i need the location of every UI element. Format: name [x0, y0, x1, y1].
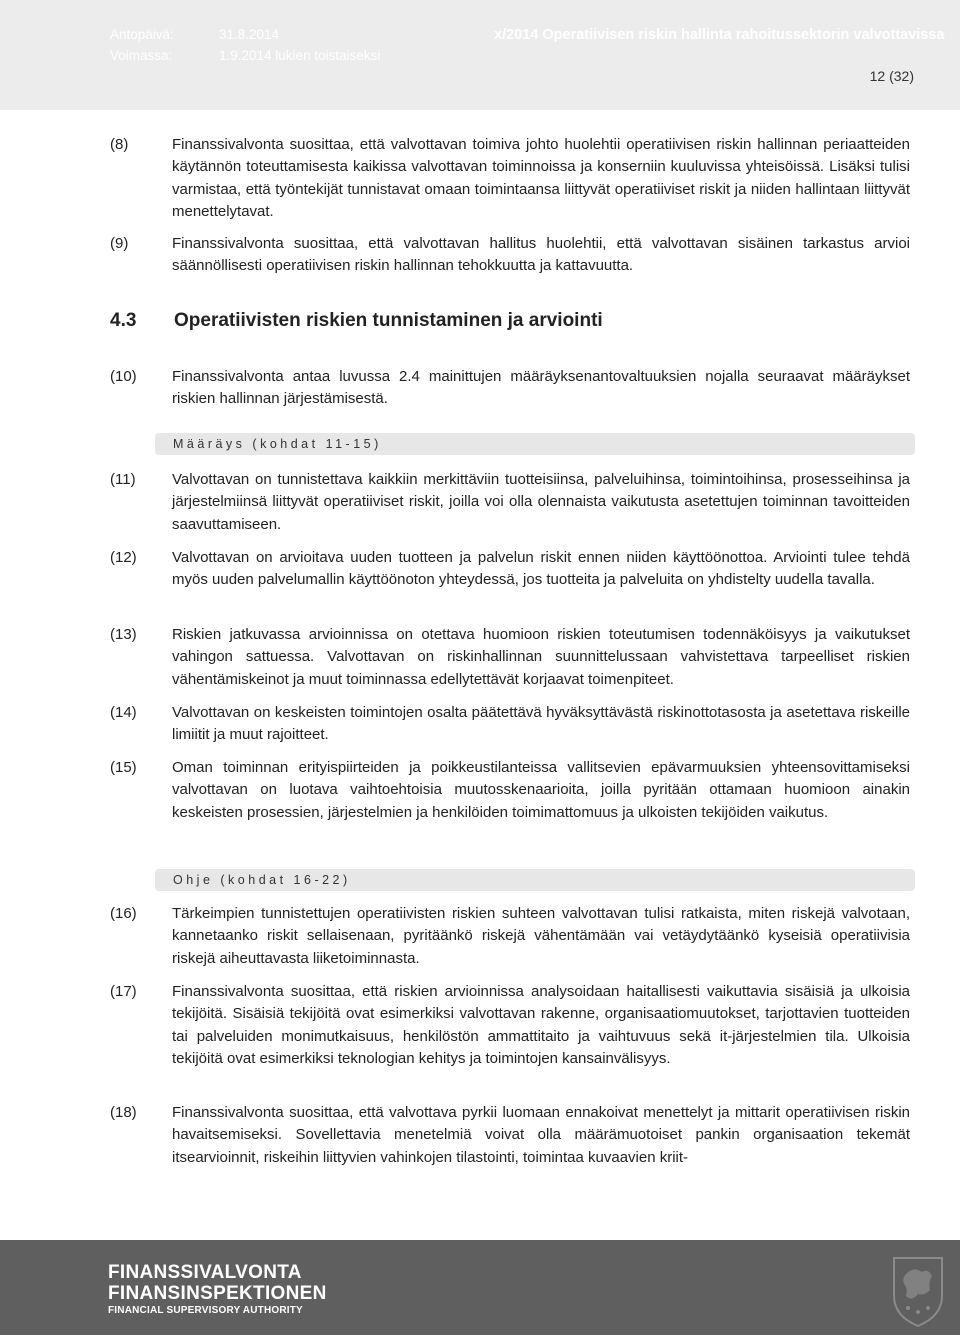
paragraph-text: Finanssivalvonta suosittaa, että valvottavan toimiva johto huolehtii operatiivisen riskin hallinnan periaatteiden käytännön toteuttamisesta kaikissa valvottavan toiminnoissa ja konserniin kuuluvissa yhteisöissä. Lisäksi tulisi varmistaa, että työntekijät tunnistavat omaan toimintaansa liittyvät operatiiviset riskit ja niiden hallintaan liittyvät menettelytavat.: [172, 136, 910, 220]
paragraph-15: [110, 757, 910, 824]
paragraph-text: Finanssivalvonta suosittaa, että riskien arvioinnissa analysoidaan haitallisesti vaikuttavia sisäisiä ja ulkoisia tekijöitä. Sisäisiä tekijöitä ovat esimerkiksi valvottavan rakenne, organisaatiomuutokset, tarjottavien tuotteiden tai palveluiden monimutkaisuus, henkilöstön ammattitaito ja vaihtuvuus sekä it-järjestelmien tila. Ulkoisia tekijöitä ovat esimerkiksi teknologian kehitys ja toimintojen kansainvälisyys.: [172, 983, 910, 1067]
paragraph-number: (9): [110, 235, 129, 252]
paragraph-8: [110, 134, 910, 223]
voimassa-value: 1.9.2014 lukien toistaiseksi: [219, 48, 381, 63]
antopaiva-value: 31.8.2014: [219, 27, 280, 42]
paragraph-number: (18): [110, 1104, 137, 1121]
paragraph-number: (12): [110, 549, 137, 566]
paragraph-number: (17): [110, 983, 137, 1000]
paragraph-number: (11): [110, 471, 136, 488]
antopaiva-label: Antopäivä:: [110, 27, 174, 42]
paragraph-text: Finanssivalvonta suosittaa, että valvottava pyrkii luomaan ennakoivat menettelyt ja mittarit operatiivisen riskin havaitsemiseksi. Sovellettavia menetelmiä voivat olla määrämuotoiset pankin organisaation tekemät itsearvioinnit, riskeihin liittyvien vahinkojen tilastointi, toimintaa kuvaavien kriit-: [172, 1104, 910, 1166]
paragraph-text: Finanssivalvonta suosittaa, että valvottavan hallitus huolehtii, että valvottavan sisäinen tarkastus arvioi säännöllisesti operatiivisen riskin hallinnan tehokkuutta ja kattavuutta.: [172, 235, 910, 275]
paragraph-number: (10): [110, 368, 137, 385]
section-title: Operatiivisten riskien tunnistaminen ja arviointi: [174, 310, 603, 331]
logo-line-2: FINANSINSPEKTIONEN: [108, 1283, 327, 1304]
page-header: [0, 0, 960, 110]
paragraph-text: Oman toiminnan erityispiirteiden ja poikkeustilanteissa vallitsevien epävarmuuksien yhteensovittamiseksi valvottavan on luotava vaihtoehtoisia muutosskenaarioita, joilla pyritään ottamaan huomioon ainakin keskeisten prosessien, järjestelmien ja henkilöiden toimimattomuus ja ulkoisten tekijöiden vaikutus.: [172, 759, 910, 821]
paragraph-number: (14): [110, 704, 137, 721]
paragraph-16: [110, 903, 910, 970]
paragraph-text: Tärkeimpien tunnistettujen operatiivisten riskien suhteen valvottavan tulisi ratkaista, miten riskejä valvotaan, kannetaanko riskit sellaisenaan, pyritäänkö riskejä vähentämään vai vetäydytäänkö kyseisiä operatiivisia riskejä aiheuttavasta liiketoiminnasta.: [172, 905, 910, 967]
page-number: 12 (32): [869, 68, 914, 84]
paragraph-number: (13): [110, 626, 137, 643]
paragraph-17: [110, 981, 910, 1070]
fiva-logo: [108, 1262, 327, 1318]
paragraph-number: (15): [110, 759, 137, 776]
paragraph-text: Riskien jatkuvassa arvioinnissa on otettava huomioon riskien toteutumisen todennäköisyys ja vaikutukset vahingon sattuessa. Valvottavan on riskinhallinnan suunnittelussaan vahvistettava tarpeelliset riskien vähentämiskeinot ja muut toiminnassa edellytettävät korjaavat toimenpiteet.: [172, 626, 910, 688]
maarays-band: Määräys (kohdat 11-15): [155, 433, 915, 455]
paragraph-14: [110, 702, 910, 747]
paragraph-13: [110, 624, 910, 691]
paragraph-11: [110, 469, 910, 536]
document-title: x/2014 Operatiivisen riskin hallinta rahoitussektorin valvottavissa: [494, 27, 945, 43]
logo-line-3: FINANCIAL SUPERVISORY AUTHORITY: [108, 1305, 303, 1316]
paragraph-12: [110, 547, 910, 592]
paragraph-text: Finanssivalvonta antaa luvussa 2.4 mainittujen määräyksenantovaltuuksien nojalla seuraavat määräykset riskien hallinnan järjestämisestä.: [172, 368, 910, 408]
paragraph-text: Valvottavan on keskeisten toimintojen osalta päätettävä hyväksyttävästä riskinottotasosta ja asetettava riskeille limiitit ja muut rajoitteet.: [172, 704, 910, 744]
paragraph-18: [110, 1102, 910, 1169]
voimassa-label: Voimassa:: [110, 48, 173, 63]
paragraph-text: Valvottavan on arvioitava uuden tuotteen ja palvelun riskit ennen niiden käyttöönottoa. Arviointi tulee tehdä myös uuden palvelumallin käyttöönoton yhteydessä, jos tuotteita ja palveluita on yhdistelty uudella tavalla.: [172, 549, 910, 589]
paragraph-text: Valvottavan on tunnistettava kaikkiin merkittäviin tuotteisiinsa, palveluihinsa, toimintoihinsa, prosesseihinsa ja järjestelmiinsä liittyvät operatiiviset riskit, joilla voi olla olennaista vaikutusta asetettujen toiminnan tavoitteiden saavuttamiseen.: [172, 471, 910, 533]
section-number: 4.3: [110, 310, 137, 331]
paragraph-number: (16): [110, 905, 137, 922]
paragraph-number: (8): [110, 136, 129, 153]
paragraph-10: [110, 366, 910, 411]
logo-line-1: FINANSSIVALVONTA: [108, 1262, 302, 1283]
paragraph-9: [110, 233, 910, 278]
page-footer: [0, 1240, 960, 1335]
ohje-band: Ohje (kohdat 16-22): [155, 869, 915, 891]
lion-crest-icon: [888, 1252, 948, 1328]
